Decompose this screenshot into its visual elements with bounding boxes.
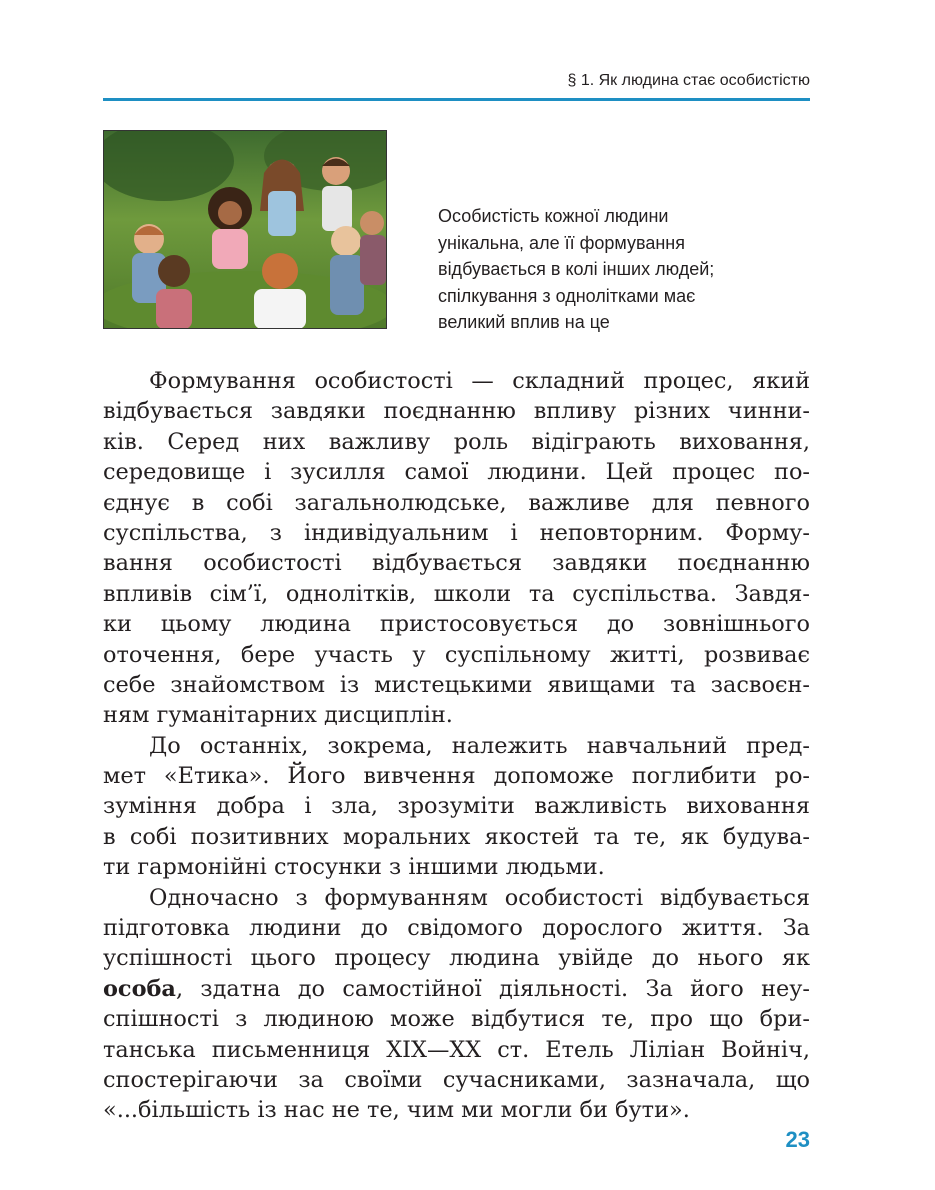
text-line: в собі позитивних моральних якостей та те, як будува-	[103, 823, 810, 850]
text-line: впливів сім’ї, однолітків, школи та суспільства. Завдя-	[103, 580, 810, 607]
text-line: зуміння добра і зла, зрозуміти важливість виховання	[103, 793, 810, 820]
text-line: оточення, бере участь у суспільному житті, розвиває	[103, 641, 810, 668]
text-line: До останніх, зокрема, належить навчальний пред-	[149, 732, 810, 759]
text-line: успішності цього процесу людина увійде до нього як	[103, 945, 810, 972]
paragraph-3	[103, 883, 810, 1126]
text-line: спішності з людиною може відбутися те, про що бри-	[103, 1006, 810, 1033]
children-circle-photo	[103, 130, 387, 329]
text-line: танська письменниця XIX—XX ст. Етель Ліліан Войніч,	[103, 1036, 810, 1063]
text-line: середовище і зусилля самої людини. Цей процес по-	[103, 459, 810, 486]
section-header: § 1. Як людина стає особистістю	[567, 72, 810, 89]
text-line: вання особистості відбувається завдяки поєднанню	[103, 550, 810, 577]
text-line: ти гармонійні стосунки з іншими людьми.	[103, 854, 605, 881]
main-text	[103, 366, 810, 1126]
caption-line: відбувається в колі інших людей;	[438, 259, 715, 279]
header-divider	[103, 98, 810, 101]
text-line: ки цьому людина пристосовується до зовнішнього	[103, 611, 810, 638]
text-line: ків. Серед них важливу роль відіграють виховання,	[103, 428, 810, 455]
page-number: 23	[785, 1127, 810, 1152]
key-term: особа	[103, 975, 176, 1002]
text-line: Формування особистості — складний процес, який	[149, 368, 810, 394]
text-line: мет «Етика». Його вивчення допоможе поглибити ро-	[103, 763, 810, 790]
caption-line: унікальна, але її формування	[438, 232, 685, 253]
text-line: спостерігаючи за своїми сучасниками, зазначала, що	[103, 1066, 810, 1093]
text-line: суспільства, з індивідуальним і неповторним. Форму-	[103, 519, 810, 546]
text-line: підготовка людини до свідомого дорослого життя. За	[103, 915, 810, 942]
text-line: «...більшість із нас не те, чим ми могли би бути».	[103, 1097, 690, 1124]
paragraph-1	[103, 366, 810, 731]
paragraph-2	[103, 731, 810, 883]
text-line: єднує в собі загальнолюдське, важливе для певного	[103, 489, 810, 516]
caption-line: Особистість кожної людини	[438, 206, 669, 226]
photo-caption	[438, 203, 810, 336]
text-line: особа, здатна до самостійної діяльності. За його неу-	[103, 975, 810, 1002]
text-line: відбувається завдяки поєднанню впливу різних чинни-	[103, 398, 810, 425]
caption-line: спілкування з однолітками має	[438, 285, 696, 306]
text-line: Одночасно з формуванням особистості відбувається	[149, 884, 810, 911]
text-line: ням гуманітарних дисциплін.	[103, 702, 453, 729]
text-line: себе знайомством із мистецькими явищами та засвоєн-	[103, 671, 810, 698]
caption-line: великий вплив на це	[438, 312, 610, 332]
